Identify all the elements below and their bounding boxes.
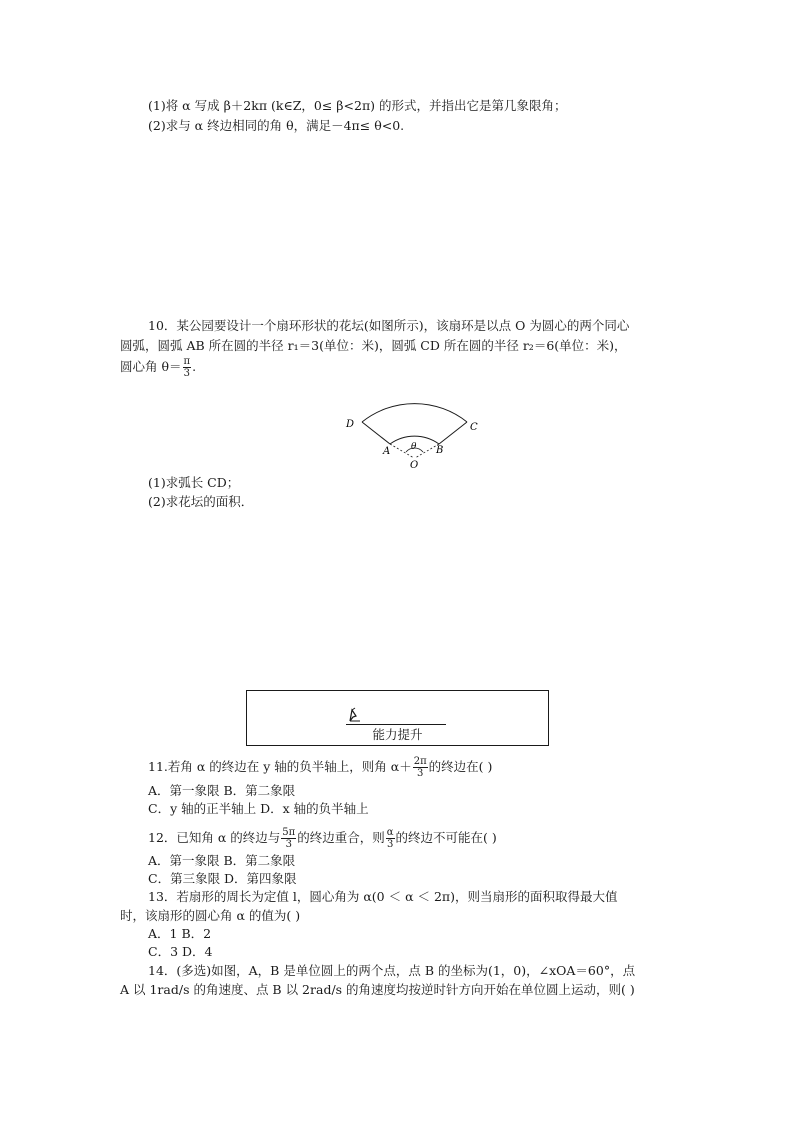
pen-icon [347, 707, 363, 723]
p12-stem-a: 12．已知角 α 的终边与 [148, 830, 281, 845]
p11-stem-suffix: 的终边在( ) [428, 759, 493, 774]
p12-fraction-2 [386, 827, 395, 850]
p10-angle-den: 3 [183, 368, 190, 379]
section-underline [346, 724, 446, 725]
label-b: B [436, 445, 444, 456]
p14-line2: A 以 1rad/s 的角速度、点 B 以 2rad/s 的角速度均按逆时针方向开始在单位圆上运动，则( ) [120, 982, 635, 997]
p9-part2: (2)求与 α 终边相同的角 θ，满足－4π≤ θ<0. [148, 118, 405, 133]
p12-options-cd: C．第三象限 D．第四象限 [148, 871, 297, 886]
p12-frac2-den: 3 [386, 839, 394, 850]
sector-ring-figure [340, 385, 490, 475]
p10-angle-suffix: . [192, 359, 197, 374]
label-a: A [383, 446, 391, 457]
p11-stem [148, 756, 492, 779]
p10-line3 [120, 356, 196, 379]
section-title: 能力提升 [372, 727, 423, 742]
label-o: O [410, 460, 419, 471]
p12-frac1-den: 3 [285, 839, 292, 850]
p9-part1: (1)将 α 写成 β＋2kπ (k∈Z，0≤ β<2π) 的形式，并指出它是第几象限角； [148, 98, 567, 113]
p14-line1: 14．(多选)如图，A，B 是单位圆上的两个点，点 B 的坐标为(1，0)，∠xOA＝60°，点 [148, 963, 636, 978]
p10-line1: 10．某公园要设计一个扇环形状的花坛(如图所示)，该扇环是以点 O 为圆心的两个同心 [148, 318, 630, 333]
p11-frac-num: 2π [413, 756, 427, 767]
p13-line2: 时，该扇形的圆心角 α 的值为( ) [120, 908, 301, 923]
p12-frac2-num: α [386, 827, 394, 838]
section-header-box [246, 690, 549, 746]
p10-angle-prefix: 圆心角 θ＝ [120, 359, 182, 374]
p12-stem-b: 的终边重合，则 [297, 830, 385, 845]
p13-line1: 13．若扇形的周长为定值 l，圆心角为 α(0 ＜ α ＜ 2π)，则当扇形的面积取得最大值 [148, 889, 618, 904]
label-c: C [470, 422, 478, 433]
p11-stem-prefix: 11.若角 α 的终边在 y 轴的负半轴上，则角 α＋ [148, 759, 412, 774]
p11-fraction [413, 756, 428, 779]
p13-options-cd: C．3 D．4 [148, 944, 213, 959]
label-d: D [346, 419, 355, 430]
p11-frac-den: 3 [416, 768, 424, 779]
p12-frac1-num: 5π [282, 827, 296, 838]
segment-da [362, 422, 390, 444]
p13-options-ab: A．1 B．2 [148, 926, 212, 941]
p12-fraction-1 [281, 827, 296, 850]
p10-part2: (2)求花坛的面积． [148, 494, 254, 509]
p11-options-cd: C．y 轴的正半轴上 D．x 轴的负半轴上 [148, 801, 369, 816]
label-theta: θ [411, 442, 417, 452]
segment-cb [439, 422, 467, 444]
p12-stem [148, 827, 497, 850]
p10-angle-num: π [183, 356, 191, 367]
p12-options-ab: A．第一象限 B．第二象限 [148, 853, 296, 868]
p10-line2: 圆弧，圆弧 AB 所在圆的半径 r₁＝3(单位：米)，圆弧 CD 所在圆的半径 r₂＝6(单位：米)， [120, 338, 627, 353]
p12-stem-c: 的终边不可能在( ) [395, 830, 497, 845]
arc-cd [362, 404, 467, 422]
p11-options-ab: A．第一象限 B．第二象限 [148, 783, 296, 798]
p10-part1: (1)求弧长 CD； [148, 475, 240, 490]
p10-angle-fraction [183, 356, 192, 379]
